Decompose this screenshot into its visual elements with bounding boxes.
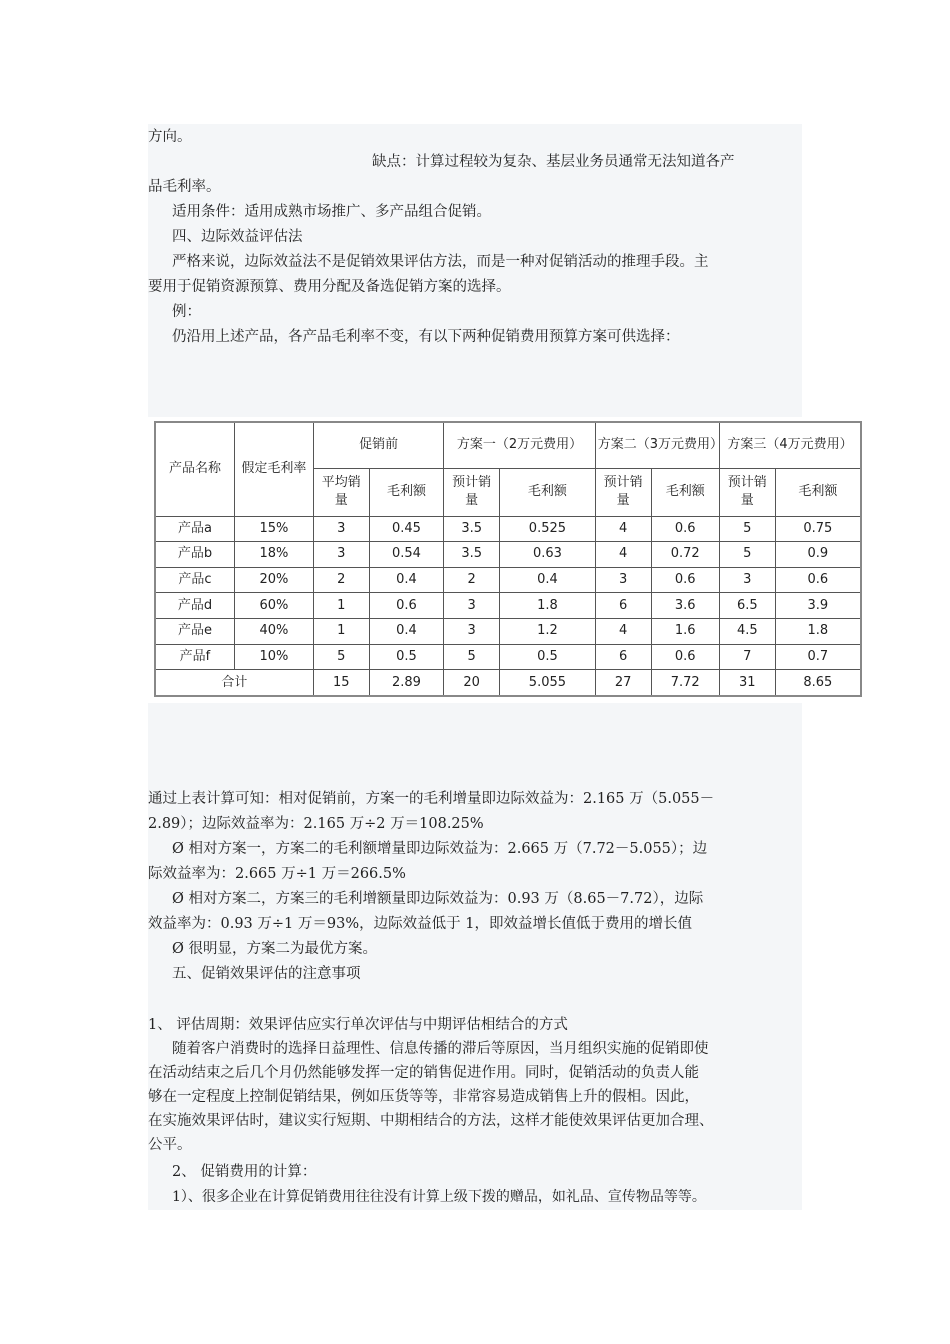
cell: 5.055 — [500, 670, 596, 696]
cell-name: 产品b — [155, 542, 234, 568]
cell-name: 产品d — [155, 593, 234, 619]
subheader-est-sales: 预计销量 — [444, 468, 500, 516]
cell: 1.8 — [500, 593, 596, 619]
header-plan-3: 方案三（4万元费用） — [719, 422, 861, 468]
text-line: 仍沿用上述产品，各产品毛利率不变，有以下两种促销费用预算方案可供选择： — [172, 329, 680, 345]
cell: 0.5 — [369, 644, 444, 670]
cell-name: 产品a — [155, 516, 234, 542]
text-line: Ø 很明显，方案二为最优方案。 — [172, 941, 377, 957]
subheader-est-sales: 预计销量 — [595, 468, 651, 516]
cell: 15 — [313, 670, 369, 696]
text-line: 例： — [172, 304, 201, 320]
header-plan-2: 方案二（3万元费用） — [595, 422, 719, 468]
cell: 0.75 — [775, 516, 861, 542]
subheader-profit: 毛利额 — [651, 468, 719, 516]
numbered-heading: 1、 评估周期：效果评估应实行单次评估与中期评估相结合的方式 — [148, 1017, 568, 1033]
cell: 5 — [719, 542, 775, 568]
cell-rate: 15% — [234, 516, 313, 542]
cell: 2 — [444, 567, 500, 593]
text-line: Ø 相对方案一，方案二的毛利额增量即边际效益为：2.665 万（7.72－5.055）；边 — [172, 841, 708, 857]
subheader-avg-sales: 平均销量 — [313, 468, 369, 516]
cell: 3 — [444, 593, 500, 619]
text-line: 在活动结束之后几个月仍然能够发挥一定的销售促进作用。同时，促销活动的负责人能 — [148, 1065, 699, 1081]
cell-rate: 60% — [234, 593, 313, 619]
text-line: 通过上表计算可知：相对促销前，方案一的毛利增量即边际效益为：2.165 万（5.055－ — [148, 791, 715, 807]
cell: 6 — [595, 593, 651, 619]
cell: 8.65 — [775, 670, 861, 696]
text-line: 公平。 — [148, 1137, 192, 1153]
subheader-profit: 毛利额 — [500, 468, 596, 516]
cell: 0.9 — [775, 542, 861, 568]
cell: 3.6 — [651, 593, 719, 619]
cell: 31 — [719, 670, 775, 696]
cell: 0.6 — [651, 644, 719, 670]
cell: 6.5 — [719, 593, 775, 619]
cell: 4.5 — [719, 618, 775, 644]
cell: 0.4 — [369, 618, 444, 644]
cell: 0.63 — [500, 542, 596, 568]
table-total-row — [155, 670, 861, 696]
text-line: 品毛利率。 — [148, 179, 221, 195]
text-line: 缺点：计算过程较为复杂、基层业务员通常无法知道各产 — [372, 154, 735, 170]
cell: 5 — [719, 516, 775, 542]
cell: 0.5 — [500, 644, 596, 670]
header-before-promotion: 促销前 — [313, 422, 443, 468]
cell-rate: 18% — [234, 542, 313, 568]
cell-total-label: 合计 — [155, 670, 313, 696]
table-row — [155, 542, 861, 568]
cell: 4 — [595, 618, 651, 644]
cell: 0.4 — [369, 567, 444, 593]
promotion-plan-table — [154, 421, 862, 697]
cell: 1.6 — [651, 618, 719, 644]
table-row — [155, 593, 861, 619]
cell: 3.9 — [775, 593, 861, 619]
cell: 0.54 — [369, 542, 444, 568]
cell: 6 — [595, 644, 651, 670]
cell-rate: 20% — [234, 567, 313, 593]
cell-rate: 10% — [234, 644, 313, 670]
text-line: 1）、很多企业在计算促销费用往往没有计算上级下拨的赠品，如礼品、宣传物品等等。 — [172, 1189, 706, 1205]
table-row — [155, 516, 861, 542]
text-line: 严格来说，边际效益法不是促销效果评估方法，而是一种对促销活动的推理手段。主 — [172, 254, 709, 270]
cell: 0.525 — [500, 516, 596, 542]
header-product-name: 产品名称 — [155, 422, 234, 516]
cell: 1.8 — [775, 618, 861, 644]
header-assumed-margin: 假定毛利率 — [234, 422, 313, 516]
cell: 1.2 — [500, 618, 596, 644]
text-line: 随着客户消费时的选择日益理性、信息传播的滞后等原因，当月组织实施的促销即使 — [172, 1041, 709, 1057]
cell: 3 — [444, 618, 500, 644]
cell: 3 — [313, 542, 369, 568]
text-line: 够在一定程度上控制促销结果，例如压货等等，非常容易造成销售上升的假相。因此， — [148, 1089, 699, 1105]
cell: 2 — [313, 567, 369, 593]
cell: 0.72 — [651, 542, 719, 568]
text-line: 际效益率为：2.665 万÷1 万＝266.5% — [148, 866, 406, 882]
cell: 2.89 — [369, 670, 444, 696]
cell: 0.6 — [775, 567, 861, 593]
text-line: 方向。 — [148, 129, 192, 145]
subheader-profit: 毛利额 — [775, 468, 861, 516]
cell-rate: 40% — [234, 618, 313, 644]
cell: 4 — [595, 516, 651, 542]
cell: 5 — [444, 644, 500, 670]
cell: 0.45 — [369, 516, 444, 542]
table-row — [155, 644, 861, 670]
numbered-heading: 2、 促销费用的计算： — [172, 1164, 317, 1180]
cell: 4 — [595, 542, 651, 568]
cell: 3 — [313, 516, 369, 542]
subheader-profit: 毛利额 — [369, 468, 444, 516]
text-line: 2.89）；边际效益率为：2.165 万÷2 万＝108.25% — [148, 816, 484, 832]
table-row — [155, 567, 861, 593]
cell: 1 — [313, 618, 369, 644]
text-line: 适用条件：适用成熟市场推广、多产品组合促销。 — [172, 204, 491, 220]
cell: 0.7 — [775, 644, 861, 670]
cell: 27 — [595, 670, 651, 696]
cell: 0.4 — [500, 567, 596, 593]
cell: 3.5 — [444, 542, 500, 568]
cell: 3 — [595, 567, 651, 593]
cell: 7 — [719, 644, 775, 670]
table-row — [155, 618, 861, 644]
text-line: 要用于促销资源预算、费用分配及备选促销方案的选择。 — [148, 279, 511, 295]
text-line: Ø 相对方案二，方案三的毛利增额量即边际效益为：0.93 万（8.65－7.72），边际 — [172, 891, 704, 907]
cell: 20 — [444, 670, 500, 696]
cell: 1 — [313, 593, 369, 619]
cell: 3.5 — [444, 516, 500, 542]
cell-name: 产品e — [155, 618, 234, 644]
cell: 5 — [313, 644, 369, 670]
subheader-est-sales: 预计销量 — [719, 468, 775, 516]
text-line: 在实施效果评估时，建议实行短期、中期相结合的方法，这样才能使效果评估更加合理、 — [148, 1113, 714, 1129]
cell: 0.6 — [651, 567, 719, 593]
header-plan-1: 方案一（2万元费用） — [444, 422, 595, 468]
cell-name: 产品c — [155, 567, 234, 593]
section-heading: 四、边际效益评估法 — [172, 229, 303, 245]
text-line: 效益率为：0.93 万÷1 万＝93%，边际效益低于 1，即效益增长值低于费用的增长值 — [148, 916, 692, 932]
cell-name: 产品f — [155, 644, 234, 670]
cell: 3 — [719, 567, 775, 593]
section-heading: 五、促销效果评估的注意事项 — [172, 966, 361, 982]
cell: 0.6 — [369, 593, 444, 619]
cell: 0.6 — [651, 516, 719, 542]
cell: 7.72 — [651, 670, 719, 696]
